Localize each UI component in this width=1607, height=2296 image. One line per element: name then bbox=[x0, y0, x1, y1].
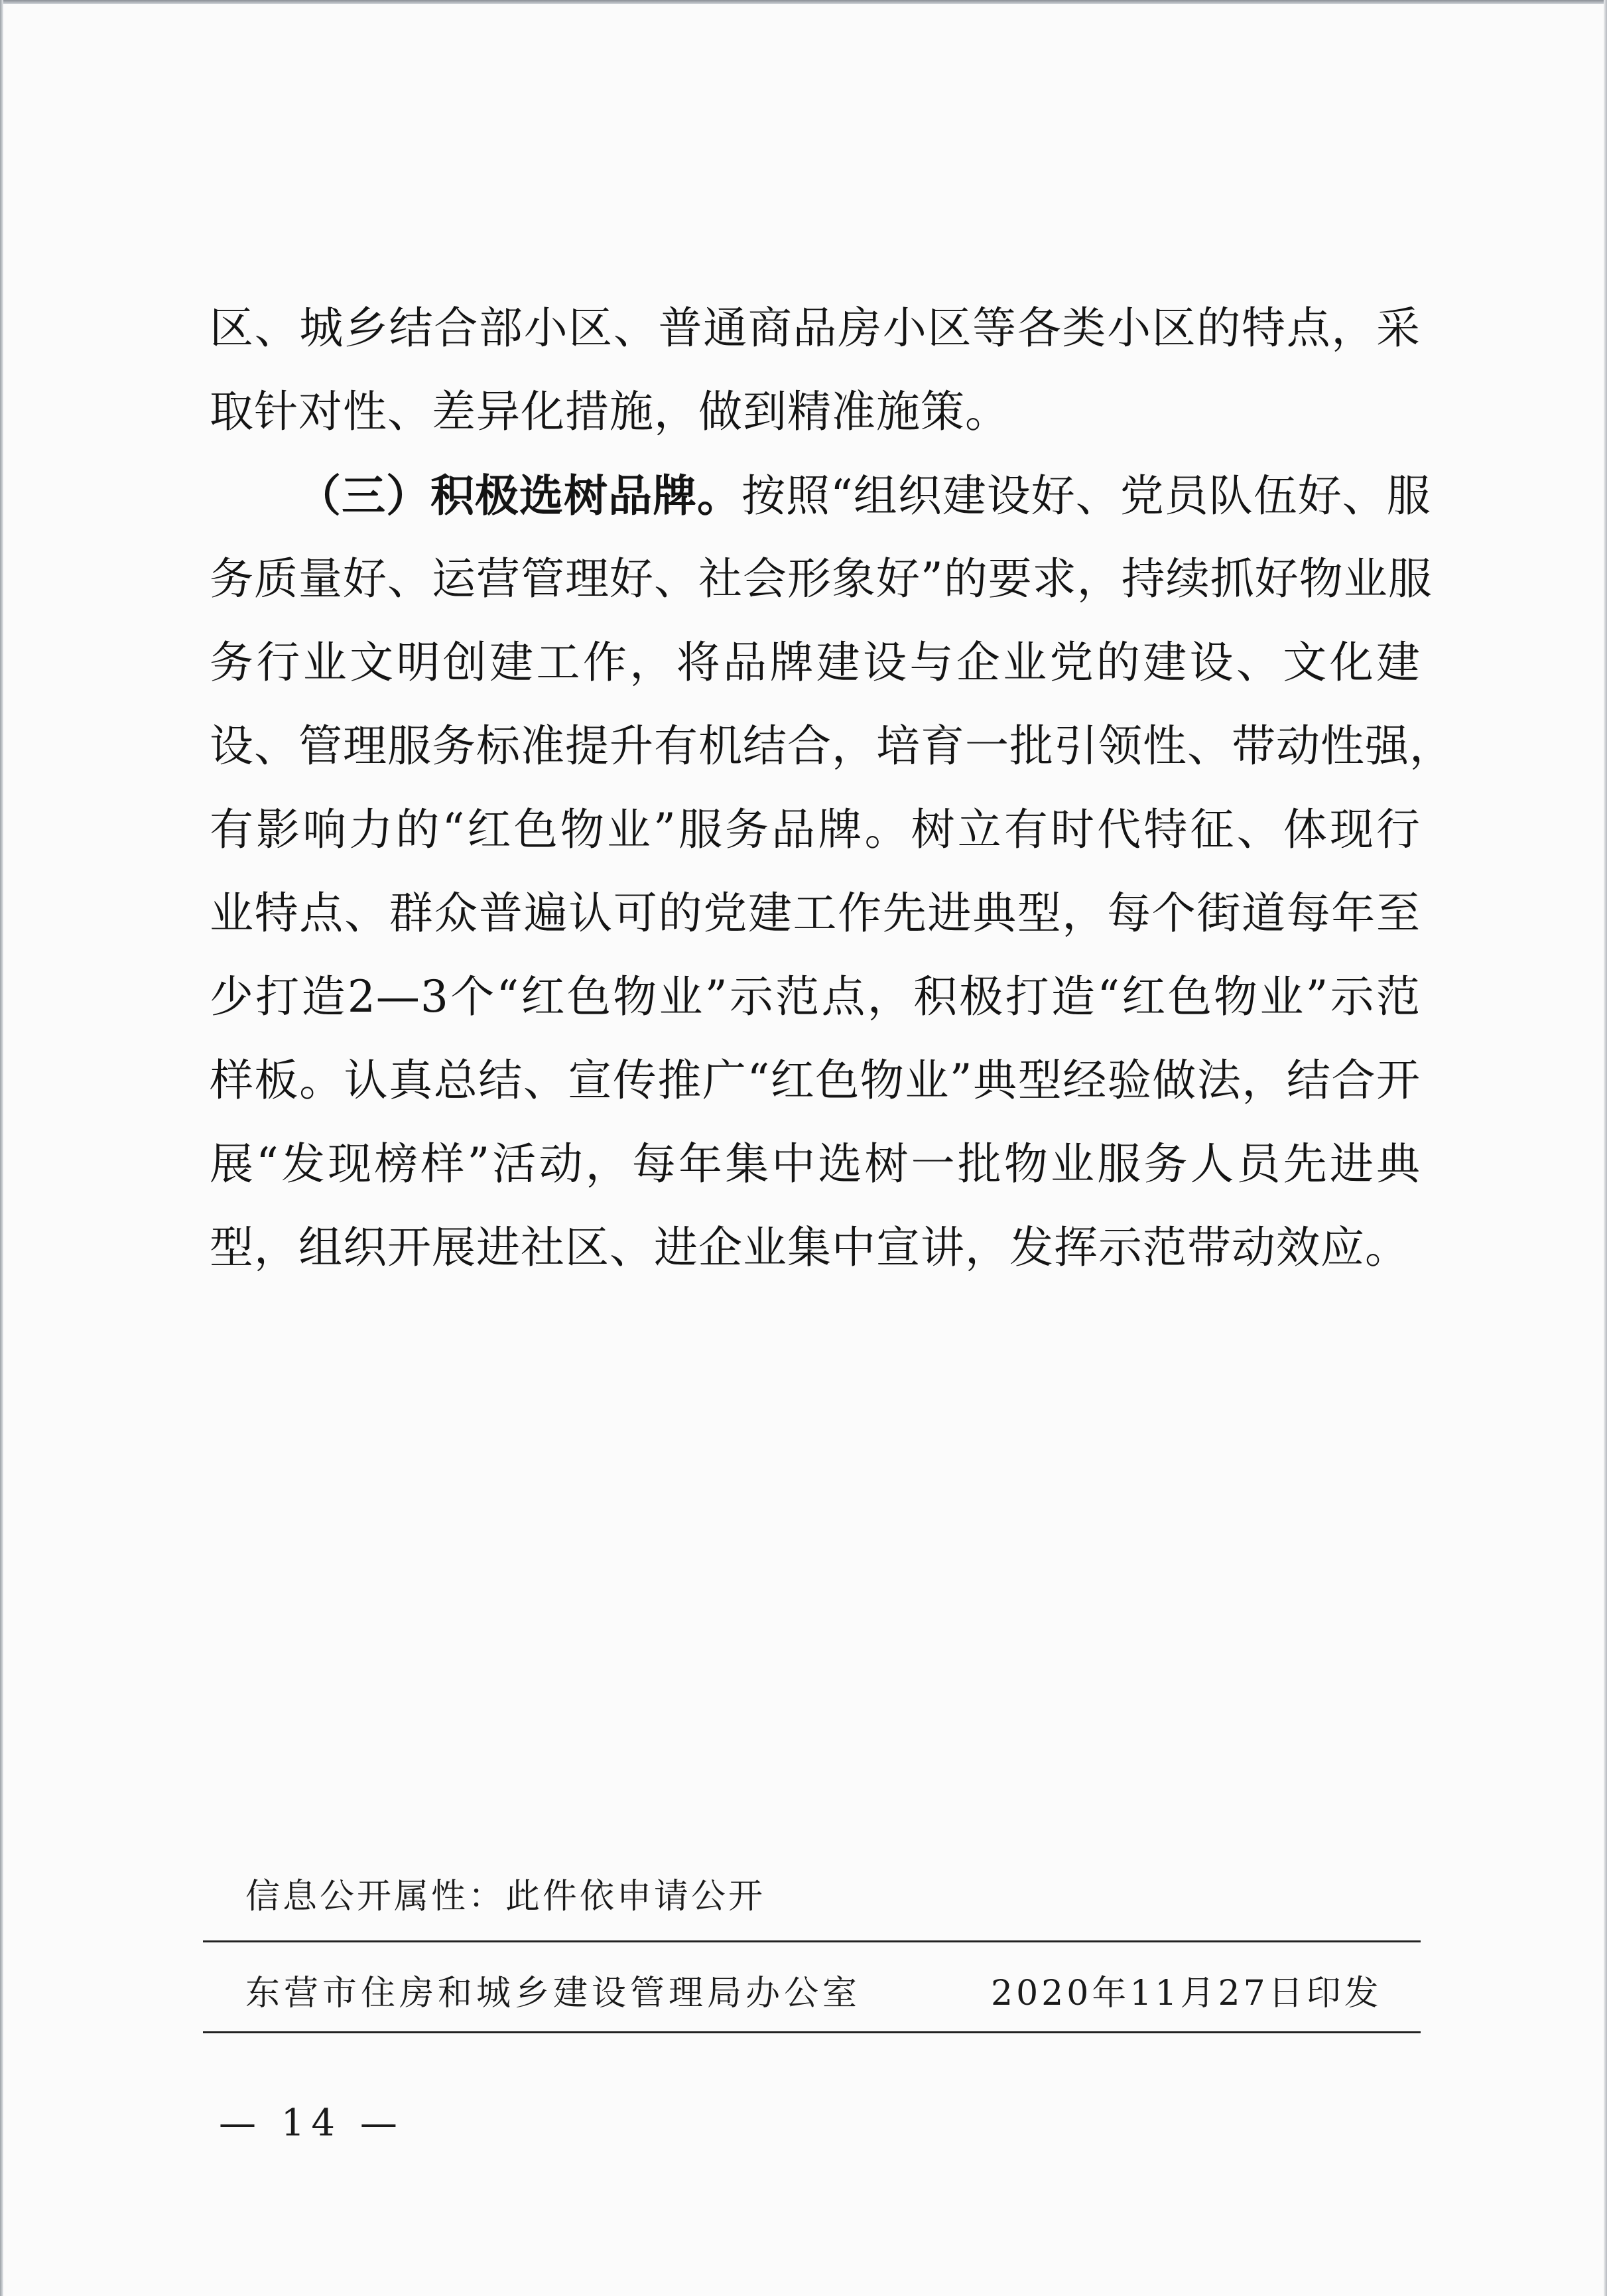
paragraph-line: 少打造2—3个“红色物业”示范点，积极打造“红色物业”示范 bbox=[210, 971, 1421, 1022]
page-number: — 14 — bbox=[219, 2102, 404, 2145]
paragraph-line: 型，组织开展进社区、进企业集中宣讲，发挥示范带动效应。 bbox=[210, 1222, 1409, 1273]
scan-edge-top bbox=[0, 0, 1607, 4]
paragraph-line: 务行业文明创建工作，将品牌建设与企业党的建设、文化建 bbox=[210, 637, 1421, 688]
paragraph-line: 区、城乡结合部小区、普通商品房小区等各类小区的特点，采 bbox=[210, 303, 1421, 354]
paragraph-line: 务质量好、运营管理好、社会形象好”的要求，持续抓好物业服 bbox=[210, 553, 1433, 604]
body-text bbox=[210, 287, 1454, 1290]
print-date: 2020年11月27日印发 bbox=[991, 1974, 1382, 2013]
footer-rule-top bbox=[203, 1940, 1421, 1942]
paragraph-line: 取针对性、差异化措施，做到精准施策。 bbox=[210, 386, 1009, 437]
section-heading: （三）积极选树品牌。 bbox=[297, 470, 741, 521]
paragraph-line: 有影响力的“红色物业”服务品牌。树立有时代特征、体现行 bbox=[210, 804, 1421, 855]
paragraph-line: 样板。认真总结、宣传推广“红色物业”典型经验做法，结合开 bbox=[210, 1055, 1421, 1106]
scan-edge-left bbox=[0, 0, 3, 2296]
footer-rule-bottom bbox=[203, 2031, 1421, 2033]
paragraph-text: 按照“组织建设好、党员队伍好、服 bbox=[741, 470, 1431, 521]
paragraph-line: 展“发现榜样”活动，每年集中选树一批物业服务人员先进典 bbox=[210, 1138, 1421, 1189]
paragraph-line: 设、管理服务标准提升有机结合，培育一批引领性、带动性强， bbox=[210, 720, 1454, 772]
disclosure-attribute: 信息公开属性：此件依申请公开 bbox=[245, 1877, 766, 1917]
paragraph-line: 业特点、群众普遍认可的党建工作先进典型，每个街道每年至 bbox=[210, 888, 1421, 939]
issuing-office: 东营市住房和城乡建设管理局办公室 bbox=[245, 1974, 862, 2013]
section-heading-line bbox=[210, 454, 1431, 537]
scan-edge-right bbox=[1604, 0, 1607, 2296]
